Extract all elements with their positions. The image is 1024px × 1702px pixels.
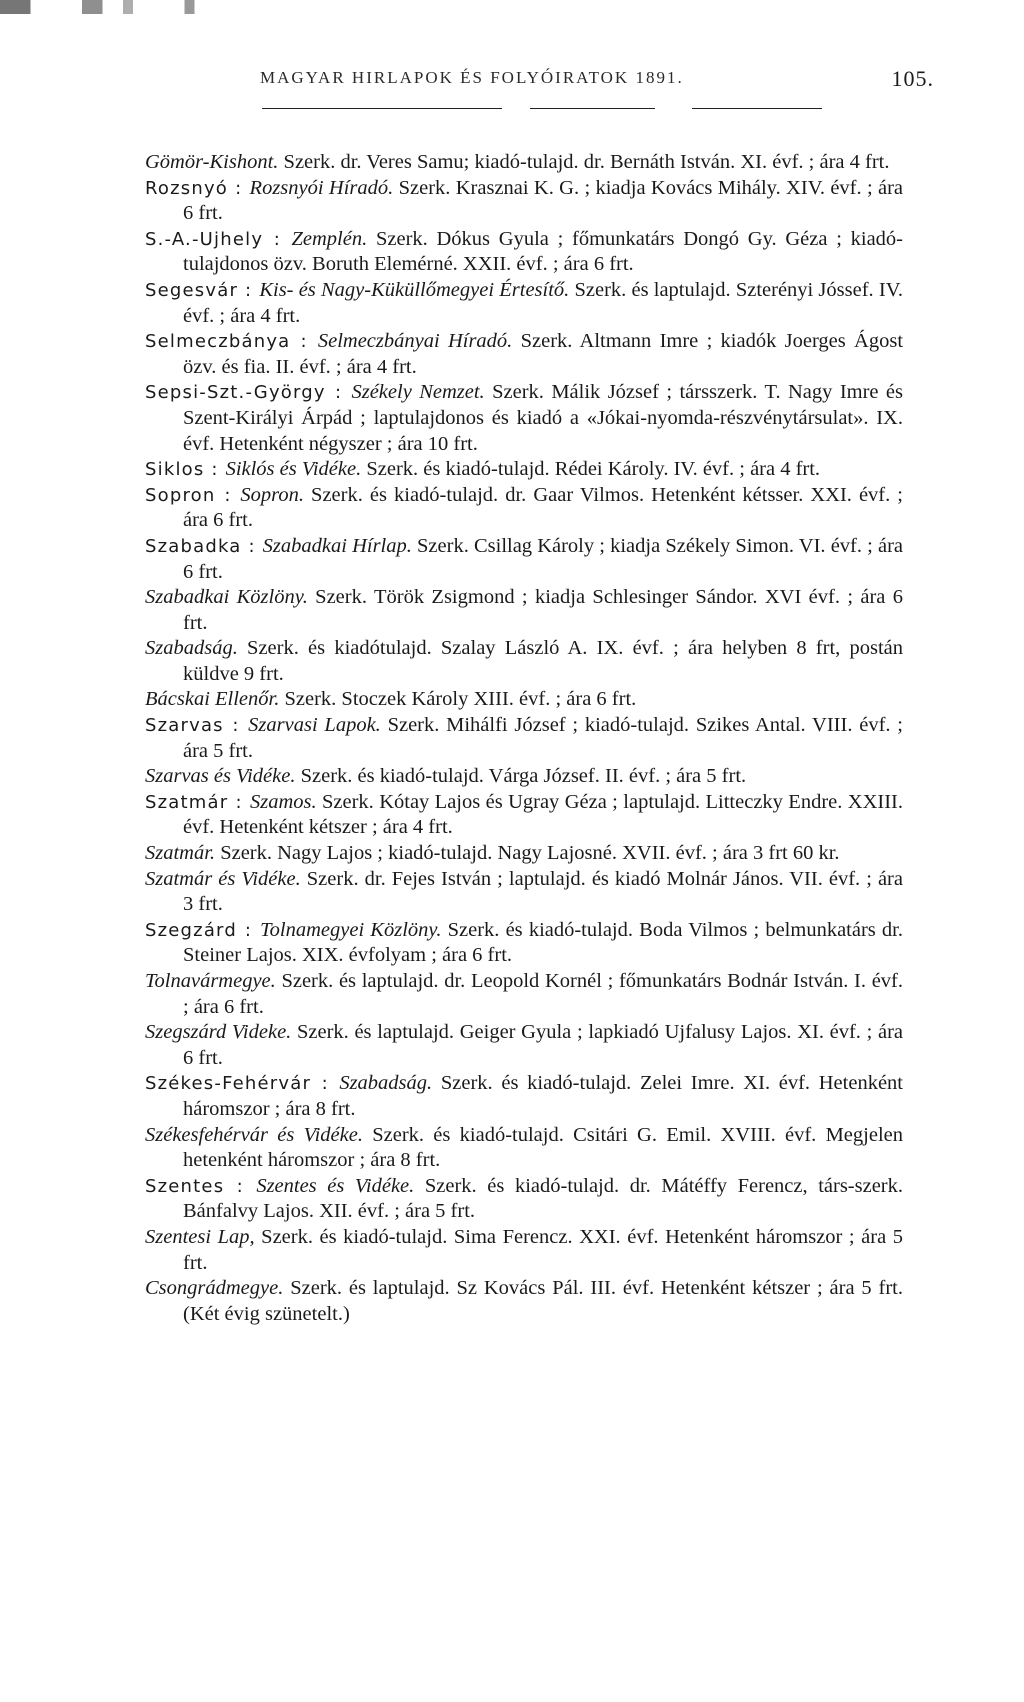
place-name: Selmeczbánya : bbox=[145, 331, 318, 353]
list-item bbox=[145, 380, 903, 457]
list-item bbox=[145, 534, 903, 585]
entry-details: Szerk. és kiadótulajd. Szalay László A. IX. évf. ; ára helyben 8 frt, postán küldve 9 frt. bbox=[183, 637, 903, 685]
list-item bbox=[145, 1276, 903, 1327]
journal-title: Szarvas és Vidéke. bbox=[145, 765, 296, 788]
entry-details: Szerk. és kiadó-tulajd. Csitári G. Emil. XVIII. évf. Megjelen hetenként háromszor ; ára 8 frt. bbox=[183, 1123, 903, 1172]
journal-title: Csongrádmegye. bbox=[145, 1277, 284, 1300]
scan-artifact-top bbox=[0, 0, 1024, 14]
journal-title: Szabadság. bbox=[339, 1072, 433, 1095]
place-name: Szabadka : bbox=[145, 535, 263, 557]
journal-title: Siklós és Vidéke. bbox=[225, 458, 362, 481]
entry-details: Szerk. és laptulajd. Sz Kovács Pál. III. évf. Hetenként kétszer ; ára 5 frt. (Két évig szünetelt.) bbox=[183, 1277, 903, 1325]
journal-title: Székely Nemzet. bbox=[351, 381, 485, 404]
journal-title: Sopron. bbox=[240, 483, 305, 506]
place-name: S.-A.-Ujhely : bbox=[145, 228, 292, 250]
entry-details: Szerk. Krasznai K. G. ; kiadja Kovács Mihály. XIV. évf. ; ára 6 frt. bbox=[183, 176, 904, 225]
place-name: Sepsi-Szt.-György : bbox=[145, 382, 352, 404]
list-item bbox=[145, 585, 903, 636]
journal-title: Selmeczbányai Híradó. bbox=[317, 330, 513, 353]
entry-details: Szerk. Török Zsigmond ; kiadja Schlesinger Sándor. XVI évf. ; ára 6 frt. bbox=[183, 586, 904, 634]
list-item bbox=[145, 1174, 903, 1225]
place-name: Segesvár : bbox=[145, 279, 260, 301]
list-item bbox=[145, 457, 903, 483]
place-name: Szatmár : bbox=[145, 791, 250, 813]
journal-title: Tolnamegyei Közlöny. bbox=[260, 918, 442, 941]
entry-details: Szerk. Málik József ; társszerk. T. Nagy Imre és Szent-Királyi Árpád ; laptulajdonos és kiadó a «Jókai-nyomda-részvénytársulat». IX. évf. Hetenként négyszer ; ára 10 frt. bbox=[183, 381, 904, 455]
journal-title: Szatmár és Vidéke. bbox=[145, 867, 301, 890]
list-item bbox=[145, 636, 903, 687]
list-item bbox=[145, 329, 903, 380]
journal-title: Szegszárd Videke. bbox=[145, 1021, 292, 1044]
journal-title: Szabadság. bbox=[145, 637, 238, 660]
list-item bbox=[145, 176, 903, 227]
list-item bbox=[145, 483, 903, 534]
journal-title: Szabadkai Hírlap. bbox=[262, 534, 412, 557]
place-name: Siklos : bbox=[145, 459, 226, 481]
entry-details: Szerk. és kiadó-tulajd. Rédei Károly. IV. évf. ; ára 4 frt. bbox=[361, 458, 821, 481]
header-rule-middle bbox=[530, 108, 655, 109]
list-item bbox=[145, 278, 903, 329]
journal-title: Bácskai Ellenőr. bbox=[145, 688, 280, 711]
list-item bbox=[145, 1123, 903, 1174]
entry-details: Szerk. és kiadó-tulajd. Zelei Imre. XI. évf. Hetenként háromszor ; ára 8 frt. bbox=[183, 1072, 903, 1120]
entry-details: Szerk. Nagy Lajos ; kiadó-tulajd. Nagy Lajosné. XVII. évf. ; ára 3 frt 60 kr. bbox=[215, 842, 840, 865]
entry-details: Szerk. és kiadó-tulajd. Várga József. II. évf. ; ára 5 frt. bbox=[295, 765, 747, 788]
entry-details: Szerk. és laptulajd. dr. Leopold Kornél ; főmunkatárs Bodnár István. I. évf. ; ára 6 frt. bbox=[183, 970, 903, 1018]
entry-details: Szerk. Altmann Imre ; kiadók Joerges Ágost özv. és fia. II. évf. ; ára 4 frt. bbox=[183, 330, 904, 378]
page-number: 105. bbox=[891, 66, 934, 91]
entry-details: Szerk. Mihálfi József ; kiadó-tulajd. Szikes Antal. VIII. évf. ; ára 5 frt. bbox=[183, 714, 903, 762]
list-item bbox=[145, 1020, 903, 1071]
directory-listing bbox=[145, 150, 903, 1327]
place-name: Rozsnyó : bbox=[145, 177, 250, 199]
journal-title: Szamos. bbox=[249, 790, 317, 813]
place-name: Sopron : bbox=[145, 484, 241, 506]
journal-title: Zemplén. bbox=[291, 227, 368, 250]
journal-title: Kis- és Nagy-Küküllőmegyei Értesítő. bbox=[259, 278, 570, 301]
journal-title: Rozsnyói Híradó. bbox=[249, 176, 394, 199]
entry-details: Szerk. és kiadó-tulajd. dr. Gaar Vilmos. Hetenként kétsser. XXI. évf. ; ára 6 frt. bbox=[183, 483, 903, 532]
page-header bbox=[150, 68, 934, 96]
journal-title: Székesfehérvár és Vidéke. bbox=[145, 1123, 363, 1146]
list-item bbox=[145, 790, 903, 841]
entry-details: Szerk. Stoczek Károly XIII. évf. ; ára 6 frt. bbox=[279, 688, 637, 711]
entry-details: Szerk. és kiadó-tulajd. dr. Mátéffy Ferencz, társ-szerk. Bánfalvy Lajos. XII. évf. ; ára 5 frt. bbox=[183, 1174, 904, 1223]
entry-details: Szerk. és kiadó-tulajd. Boda Vilmos ; belmunkatárs dr. Steiner Lajos. XIX. évfolyam ; ára 6 frt. bbox=[183, 918, 903, 967]
entry-details: Szerk. dr. Veres Samu; kiadó-tulajd. dr. Bernáth István. XI. évf. ; ára 4 frt. bbox=[278, 151, 890, 173]
entry-details: Szerk. Kótay Lajos és Ugray Géza ; laptulajd. Litteczky Endre. XXIII. évf. Hetenként kétszer ; ára 4 frt. bbox=[183, 790, 903, 839]
header-rule-right bbox=[692, 108, 822, 109]
journal-title: Tolnavármegye. bbox=[145, 970, 276, 992]
entry-details: Szerk. Dókus Gyula ; főmunkatárs Dongó Gy. Géza ; kiadó-tulajdonos özv. Boruth Elemérné. XXII. évf. ; ára 6 frt. bbox=[183, 227, 903, 276]
list-item bbox=[145, 918, 903, 969]
list-item bbox=[145, 841, 903, 867]
list-item bbox=[145, 969, 903, 1020]
running-title: MAGYAR HIRLAPOK ÉS FOLYÓIRATOK 1891. bbox=[260, 68, 684, 87]
entry-details: Szerk. Csillag Károly ; kiadja Székely Simon. VI. évf. ; ára 6 frt. bbox=[183, 534, 903, 583]
journal-title: Szentes és Vidéke. bbox=[256, 1174, 415, 1197]
list-item bbox=[145, 867, 903, 918]
list-item bbox=[145, 687, 903, 713]
journal-title: Szabadkai Közlöny. bbox=[145, 586, 308, 609]
journal-title: Szatmár. bbox=[145, 842, 216, 865]
list-item bbox=[145, 150, 903, 176]
list-item bbox=[145, 227, 903, 278]
journal-title: Szarvasi Lapok. bbox=[248, 714, 381, 737]
list-item bbox=[145, 713, 903, 764]
place-name: Székes-Fehérvár : bbox=[145, 1073, 340, 1095]
entry-details: Szerk. és kiadó-tulajd. Sima Ferencz. XXI. évf. Hetenként háromszor ; ára 5 frt. bbox=[183, 1225, 903, 1274]
journal-title: Gömör-Kishont. bbox=[145, 151, 279, 173]
header-rule-left bbox=[262, 108, 502, 109]
list-item bbox=[145, 1225, 903, 1276]
entry-details: Szerk. és laptulajd. Geiger Gyula ; lapkiadó Ujfalusy Lajos. XI. évf. ; ára 6 frt. bbox=[183, 1021, 903, 1069]
place-name: Szarvas : bbox=[145, 715, 249, 737]
place-name: Szegzárd : bbox=[145, 919, 261, 941]
entry-details: Szerk. és laptulajd. Szterényi Jóssef. IV. évf. ; ára 4 frt. bbox=[183, 278, 903, 327]
journal-title: Szentesi Lap, bbox=[145, 1225, 255, 1248]
place-name: Szentes : bbox=[145, 1175, 257, 1197]
list-item bbox=[145, 764, 903, 790]
entry-details: Szerk. dr. Fejes István ; laptulajd. és kiadó Molnár János. VII. évf. ; ára 3 frt. bbox=[183, 867, 903, 916]
list-item bbox=[145, 1071, 903, 1122]
